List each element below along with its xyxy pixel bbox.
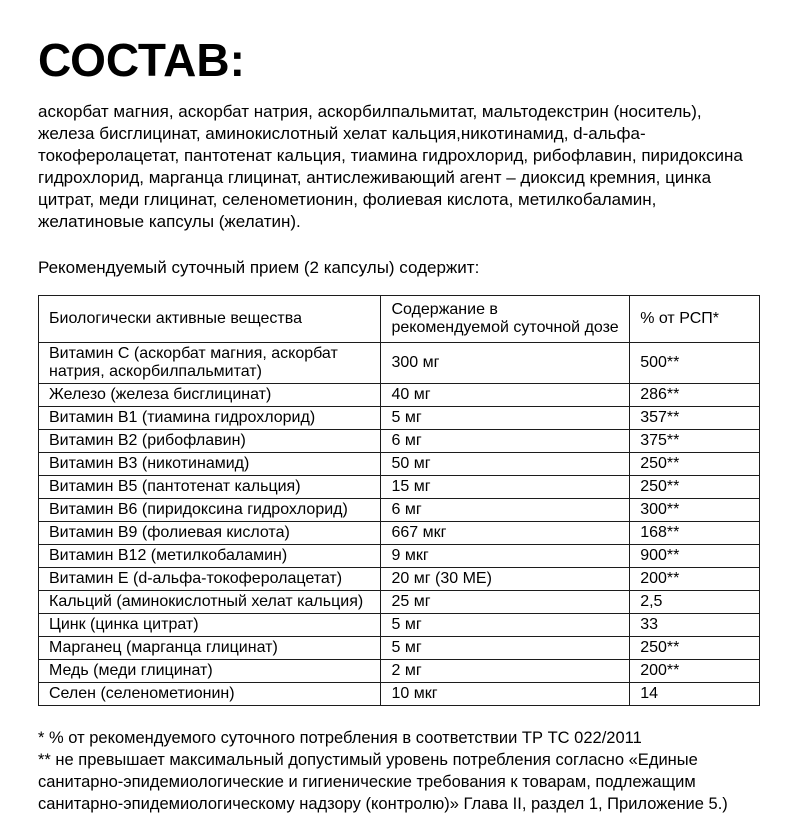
cell-substance: Витамин В12 (метилкобаламин) bbox=[39, 545, 381, 568]
table-row bbox=[39, 614, 760, 637]
ingredients-paragraph: аскорбат магния, аскорбат натрия, аскорбилпальмитат, мальтодекстрин (носитель), железа бисглицинат, аминокислотный хелат кальция,никотинамид, d-альфа-токоферолацетат, пантотенат кальция, тиамина гидрохлорид, рибофлавин, пиридоксина гидрохлорид, марганца глицинат, антислеживающий агент – диоксид кремния, цинка цитрат, меди глицинат, селенометионин, фолиевая кислота, метилкобаламин, желатиновые капсулы (желатин). bbox=[38, 102, 743, 231]
table-row bbox=[39, 499, 760, 522]
cell-amount: 9 мкг bbox=[381, 545, 630, 568]
cell-substance: Марганец (марганца глицинат) bbox=[39, 637, 381, 660]
table-row bbox=[39, 522, 760, 545]
cell-amount: 40 мг bbox=[381, 384, 630, 407]
cell-amount: 6 мг bbox=[381, 430, 630, 453]
page-title: СОСТАВ: bbox=[38, 34, 245, 86]
cell-percent: 2,5 bbox=[630, 591, 760, 614]
cell-substance: Витамин В1 (тиамина гидрохлорид) bbox=[39, 407, 381, 430]
cell-substance: Цинк (цинка цитрат) bbox=[39, 614, 381, 637]
cell-amount: 10 мкг bbox=[381, 683, 630, 706]
cell-substance: Витамин Е (d-альфа-токоферолацетат) bbox=[39, 568, 381, 591]
cell-percent: 900** bbox=[630, 545, 760, 568]
table-row bbox=[39, 384, 760, 407]
table-row bbox=[39, 545, 760, 568]
cell-percent: 14 bbox=[630, 683, 760, 706]
table-row bbox=[39, 591, 760, 614]
table-row bbox=[39, 637, 760, 660]
table-row bbox=[39, 407, 760, 430]
cell-percent: 500** bbox=[630, 343, 760, 384]
cell-percent: 250** bbox=[630, 637, 760, 660]
cell-substance: Витамин В2 (рибофлавин) bbox=[39, 430, 381, 453]
cell-amount: 5 мг bbox=[381, 614, 630, 637]
cell-percent: 300** bbox=[630, 499, 760, 522]
cell-percent: 357** bbox=[630, 407, 760, 430]
header-percent-rsp: % от РСП* bbox=[630, 296, 760, 343]
cell-percent: 286** bbox=[630, 384, 760, 407]
dosage-intro: Рекомендуемый суточный прием (2 капсулы) содержит: bbox=[38, 258, 480, 277]
table-row bbox=[39, 343, 760, 384]
cell-percent: 33 bbox=[630, 614, 760, 637]
table-row bbox=[39, 683, 760, 706]
header-daily-content: Содержание в рекомендуемой суточной дозе bbox=[381, 296, 630, 343]
table-row bbox=[39, 476, 760, 499]
footnote-max-level: ** не превышает максимальный допустимый уровень потребления согласно «Единые санитарно-эпидемиологические и гигиенические требования к товарам, подлежащим санитарно-эпидемиологическому надзору (контролю)» Глава II, раздел 1, Приложение 5.) bbox=[38, 751, 728, 813]
cell-amount: 667 мкг bbox=[381, 522, 630, 545]
cell-substance: Витамин В5 (пантотенат кальция) bbox=[39, 476, 381, 499]
cell-amount: 25 мг bbox=[381, 591, 630, 614]
table-row bbox=[39, 660, 760, 683]
cell-amount: 6 мг bbox=[381, 499, 630, 522]
cell-substance: Селен (селенометионин) bbox=[39, 683, 381, 706]
cell-amount: 20 мг (30 МЕ) bbox=[381, 568, 630, 591]
cell-percent: 200** bbox=[630, 660, 760, 683]
cell-substance: Витамин В6 (пиридоксина гидрохлорид) bbox=[39, 499, 381, 522]
nutrients-table bbox=[38, 295, 760, 706]
table-header-row bbox=[39, 296, 760, 343]
header-substances: Биологически активные вещества bbox=[39, 296, 381, 343]
cell-amount: 300 мг bbox=[381, 343, 630, 384]
footnote-rsp: * % от рекомендуемого суточного потребления в соответствии ТР ТС 022/2011 bbox=[38, 729, 642, 747]
cell-percent: 250** bbox=[630, 453, 760, 476]
table-row bbox=[39, 453, 760, 476]
footnotes bbox=[38, 727, 762, 815]
cell-percent: 200** bbox=[630, 568, 760, 591]
table-row bbox=[39, 568, 760, 591]
cell-substance: Витамин С (аскорбат магния, аскорбат натрия, аскорбилпальмитат) bbox=[39, 343, 381, 384]
cell-amount: 50 мг bbox=[381, 453, 630, 476]
cell-substance: Железо (железа бисглицинат) bbox=[39, 384, 381, 407]
cell-substance: Витамин В3 (никотинамид) bbox=[39, 453, 381, 476]
cell-amount: 2 мг bbox=[381, 660, 630, 683]
cell-substance: Медь (меди глицинат) bbox=[39, 660, 381, 683]
cell-substance: Витамин В9 (фолиевая кислота) bbox=[39, 522, 381, 545]
cell-percent: 250** bbox=[630, 476, 760, 499]
cell-percent: 168** bbox=[630, 522, 760, 545]
cell-amount: 5 мг bbox=[381, 637, 630, 660]
cell-amount: 15 мг bbox=[381, 476, 630, 499]
cell-amount: 5 мг bbox=[381, 407, 630, 430]
cell-percent: 375** bbox=[630, 430, 760, 453]
table-row bbox=[39, 430, 760, 453]
cell-substance: Кальций (аминокислотный хелат кальция) bbox=[39, 591, 381, 614]
